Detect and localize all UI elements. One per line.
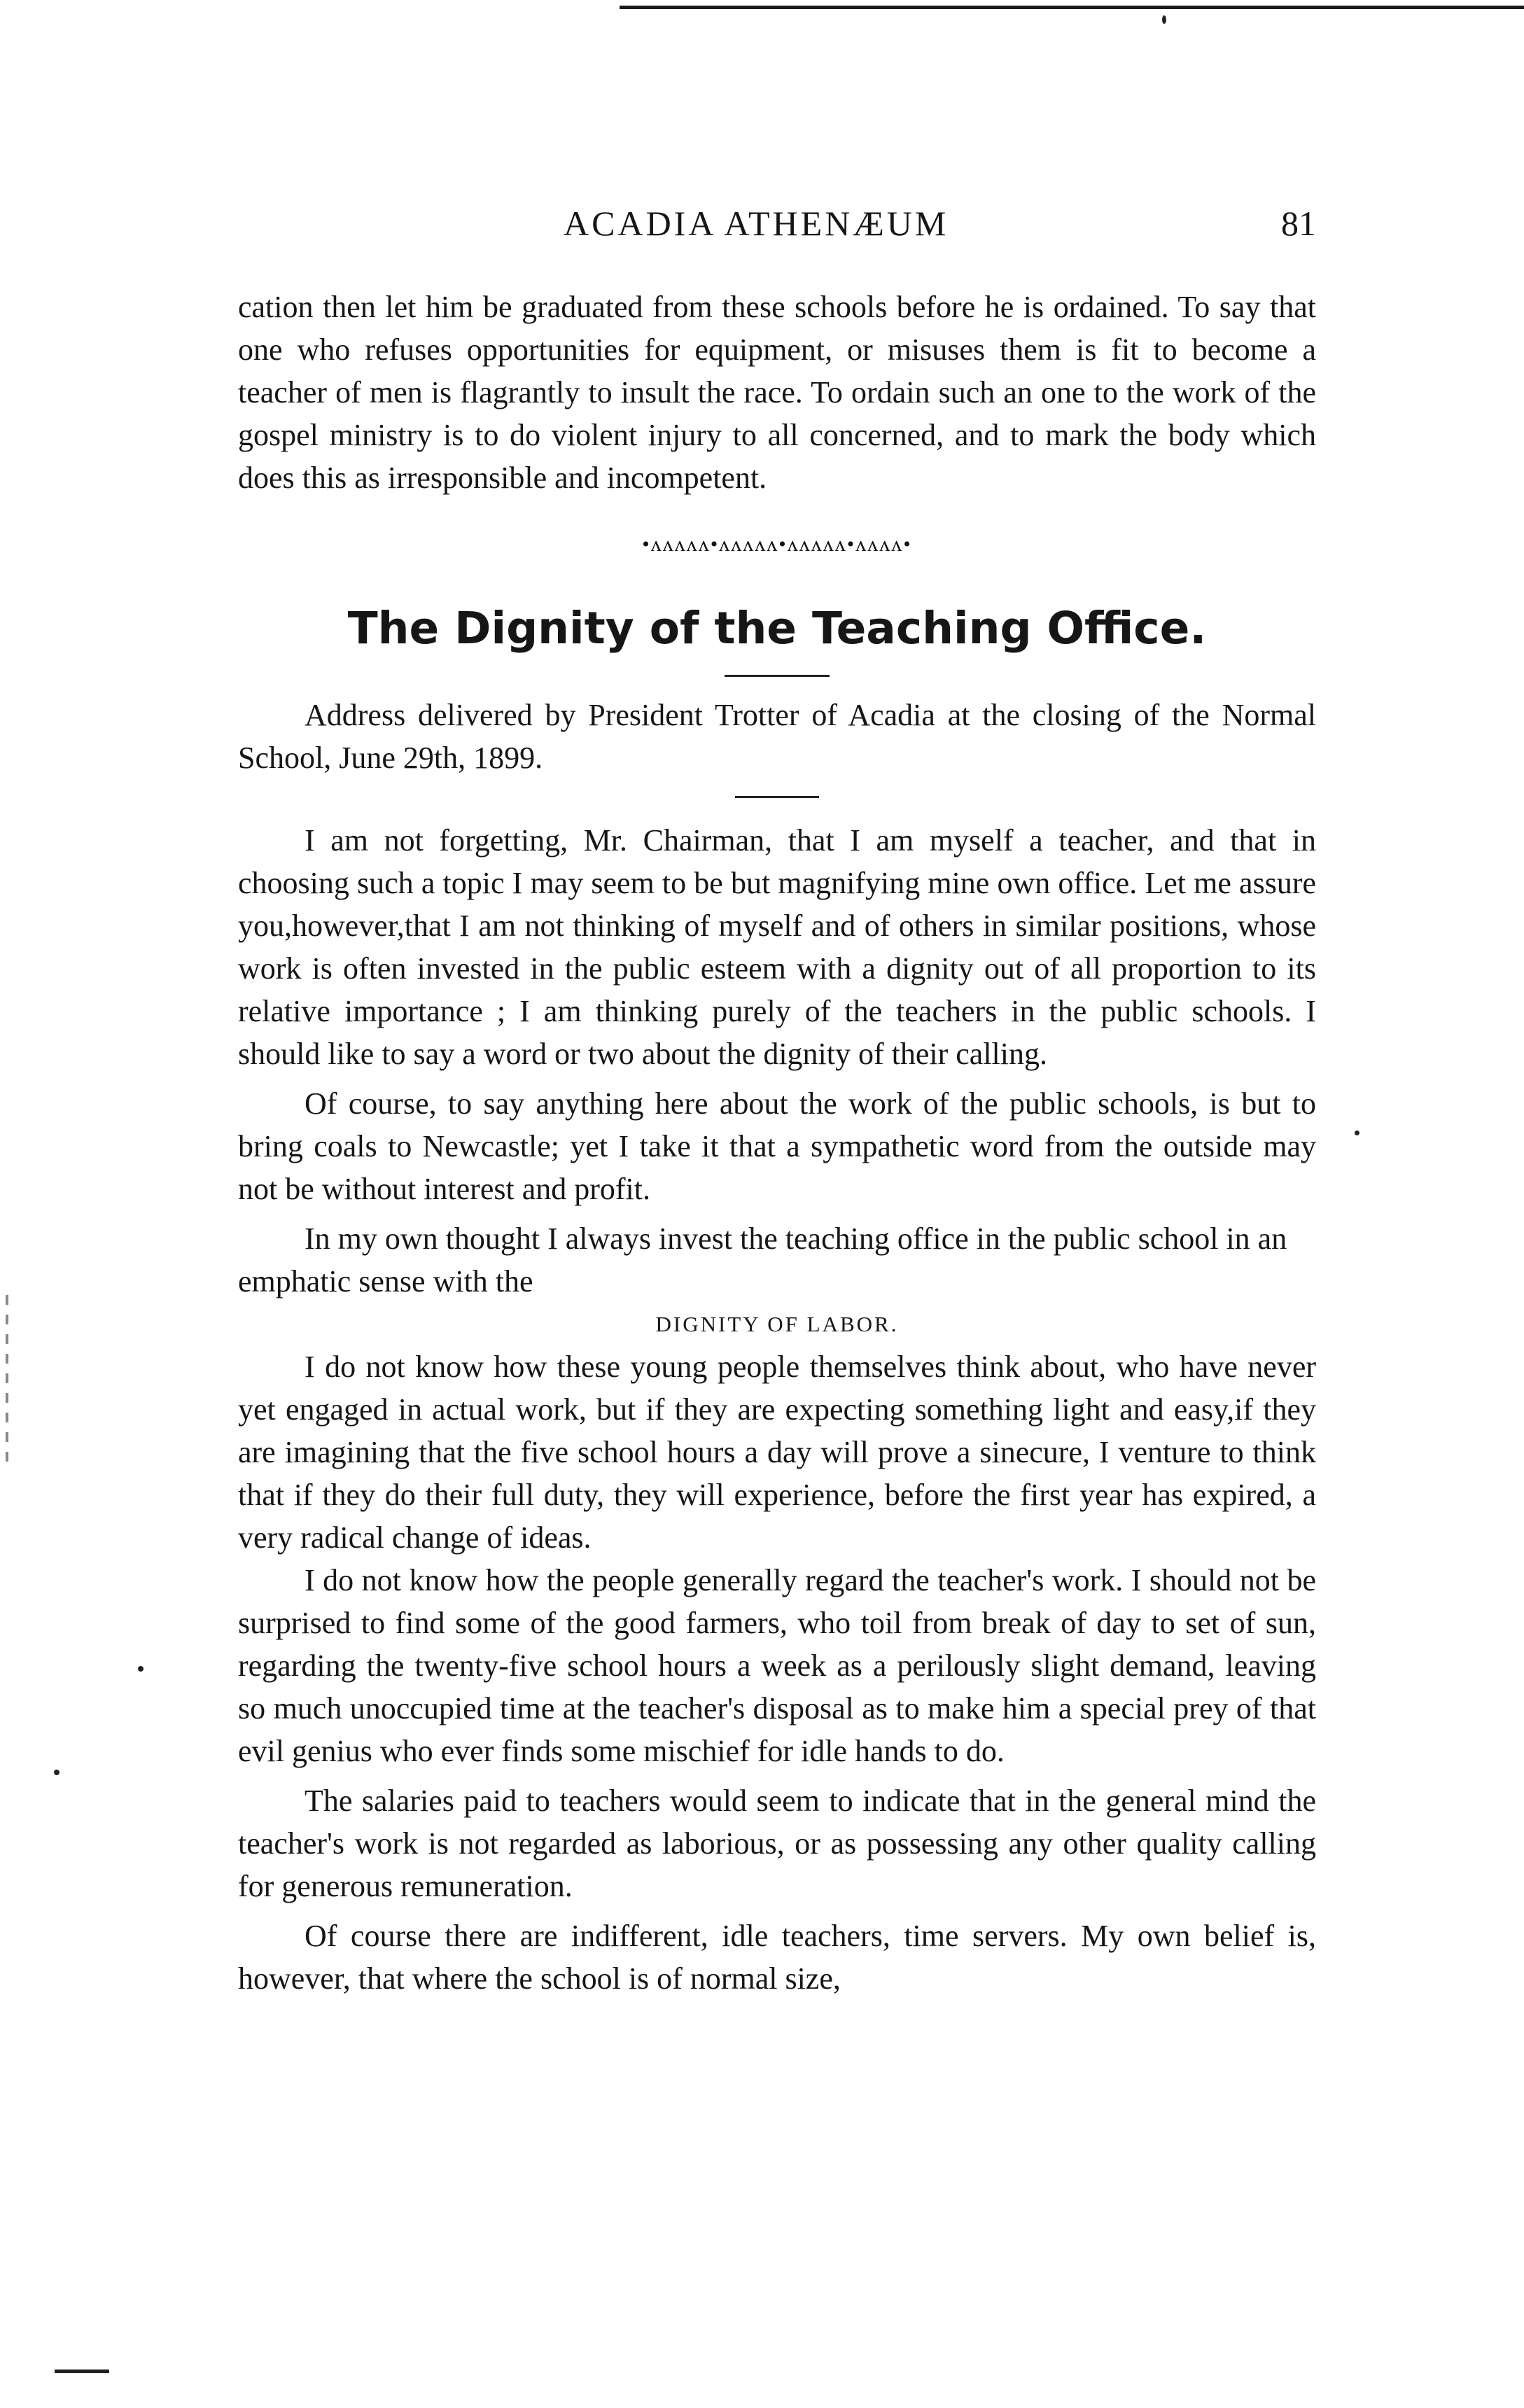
scan-speck <box>54 1770 60 1775</box>
paragraph: I do not know how these young people themselves think about, who have never yet engaged in actual work, but if they are expecting something light and easy,if they are imagining that the five school hours a day will prove a sinecure, I venture to think that if they do their full duty, they will experience, before the first year has expired, a very radical change of ideas. <box>238 1350 1316 1555</box>
scan-speck <box>138 1666 144 1672</box>
paragraph: I do not know how the people generally regard the teacher's work. I should not be surprised to find some of the good farmers, who toil from break of day to set of sun, regarding the twenty-five school hours a week as a perilously slight demand, leaving so much unoccupied time at the teacher's disposal as to make him a special prey of that evil genius who ever finds some mischief for idle hands to do. <box>238 1563 1316 1768</box>
title-rule <box>725 675 830 677</box>
scan-speck <box>1162 15 1166 24</box>
preceding-article-ending: cation then let him be graduated from these schools before he is ordained. To say that one who refuses opportunities for equipment, or misuses them is fit to become a teacher of men is flagrantly to insult the race. To ordain such an one to the work of the gospel ministry is to do violent injury to all concerned, and to mark the body which does this as irresponsible and incompetent. <box>238 290 1316 495</box>
paragraph: Of course there are indifferent, idle teachers, time servers. My own belief is, however, that where the school is of normal size, <box>238 1919 1316 1996</box>
top-border-rule <box>620 6 1524 9</box>
article-subtitle: Address delivered by President Trotter of Acadia at the closing of the Normal School, June 29th, 1899. <box>238 698 1316 775</box>
paragraph: In my own thought I always invest the teaching office in the public school in an emphatic sense with the <box>238 1222 1287 1298</box>
scan-speck <box>1355 1130 1359 1135</box>
paragraph: Of course, to say anything here about the work of the public schools, is but to bring coals to Newcastle; yet I take it that a sympathetic word from the outside may not be without interest and profit. <box>238 1086 1316 1206</box>
page-number: 81 <box>1281 204 1316 243</box>
ornamental-divider: •ʌʌʌʌʌ•ʌʌʌʌʌ•ʌʌʌʌʌ•ʌʌʌʌ• <box>642 533 912 556</box>
article-title: The Dignity of the Teaching Office. <box>347 603 1207 654</box>
scan-edge-marks <box>6 1295 8 1463</box>
paragraph: I am not forgetting, Mr. Chairman, that I am myself a teacher, and that in choosing such a topic I may seem to be but magnifying mine own office. Let me assure you,however,that I am not thinking of myself and of others in similar positions, whose work is often invested in the public esteem with a dignity out of all proportion to its relative importance ; I am thinking purely of the teachers in the public schools. I should like to say a word or two about the dignity of their calling. <box>238 823 1316 1071</box>
page-body <box>238 286 1316 2000</box>
section-heading: DIGNITY OF LABOR. <box>655 1312 899 1336</box>
page-header <box>238 197 1316 246</box>
running-head: ACADIA ATHENÆUM <box>564 204 949 243</box>
paragraph: The salaries paid to teachers would seem to indicate that in the general mind the teacher's work is not regarded as laborious, or as possessing any other quality calling for generous remuneration. <box>238 1784 1316 1903</box>
subtitle-rule <box>735 796 819 798</box>
scan-edge-mark <box>55 2370 109 2373</box>
